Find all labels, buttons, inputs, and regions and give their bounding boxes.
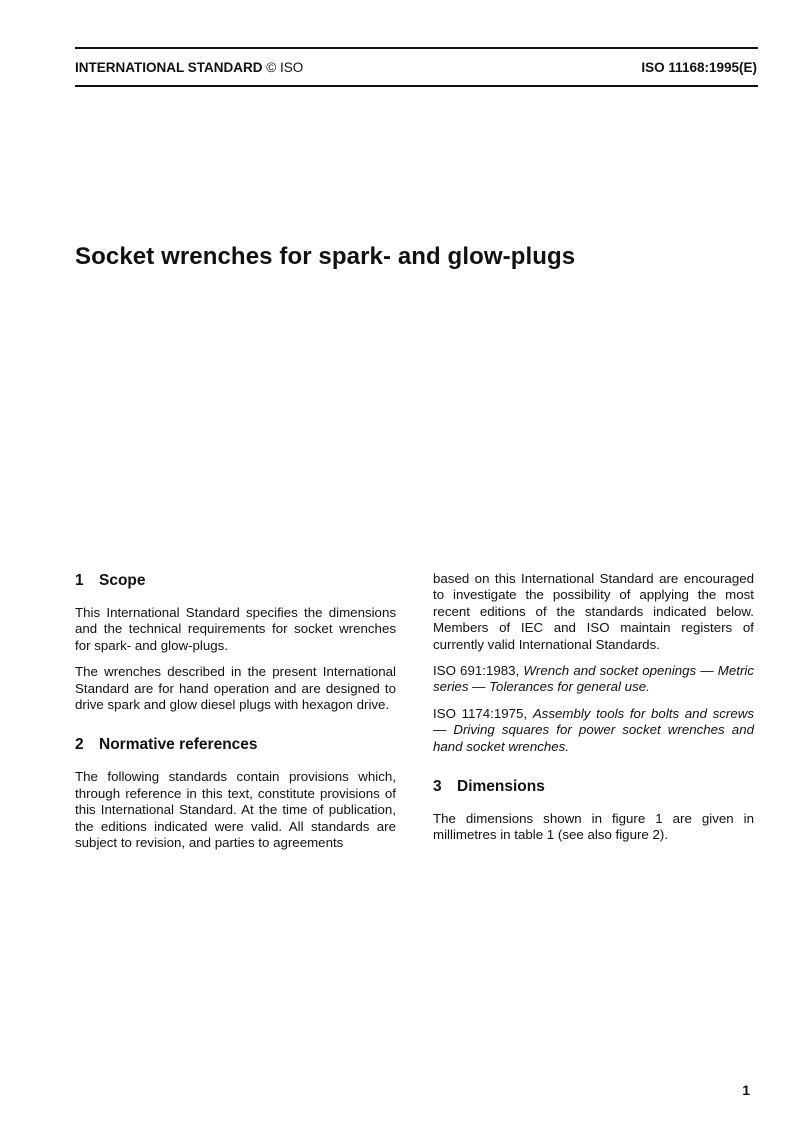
section-title: Normative references (99, 736, 258, 754)
reference-title: Assembly tools for bolts and screws — Driving squares for power socket wrenches and hand socket wrenches. (433, 705, 754, 754)
reference-iso-691 (433, 663, 754, 696)
header-copyright: © ISO (266, 60, 304, 75)
normative-paragraph-1: The following standards contain provisions which, through reference in this text, constitute provisions of this International Standard. At the time of publication, the editions indicated were valid. All standards are subject to revision, and parties to agreements (75, 769, 396, 851)
dimensions-paragraph-1: The dimensions shown in figure 1 are given in millimetres in table 1 (see also figure 2). (433, 811, 754, 843)
reference-code: ISO 691:1983, (433, 663, 520, 679)
header-document-number: ISO 11168:1995(E) (641, 60, 757, 75)
page-title: Socket wrenches for spark- and glow-plugs (75, 243, 576, 270)
header-standard-label: INTERNATIONAL STANDARD (75, 60, 263, 75)
section-title: Scope (99, 572, 146, 589)
section-number: 3 (433, 778, 442, 796)
reference-title: Wrench and socket openings — Metric series — Tolerances for general use. (433, 663, 754, 695)
section-number: 2 (75, 736, 84, 754)
header-left (75, 60, 303, 75)
page-number: 1 (742, 1082, 750, 1098)
header-bottom-rule (75, 85, 758, 87)
header-top-rule (75, 47, 758, 49)
reference-code: ISO 1174:1975, (433, 705, 528, 721)
scope-paragraph-2: The wrenches described in the present International Standard are for hand operation and are designed to drive spark and glow diesel plugs with hexagon drive. (75, 664, 396, 713)
left-column (75, 571, 396, 861)
section-normative-heading (75, 735, 396, 755)
right-column (433, 571, 754, 854)
section-number: 1 (75, 572, 84, 589)
scope-paragraph-1: This International Standard specifies the dimensions and the technical requirements for socket wrenches for spark- and glow-plugs. (75, 605, 396, 653)
normative-paragraph-continued: based on this International Standard are encouraged to investigate the possibility of applying the most recent editions of the standards indicated below. Members of IEC and ISO maintain registers of currently valid International Standards. (433, 571, 754, 652)
reference-iso-1174 (433, 706, 754, 755)
section-title: Dimensions (457, 778, 545, 796)
section-scope-heading (75, 571, 396, 591)
section-dimensions-heading (433, 777, 754, 797)
